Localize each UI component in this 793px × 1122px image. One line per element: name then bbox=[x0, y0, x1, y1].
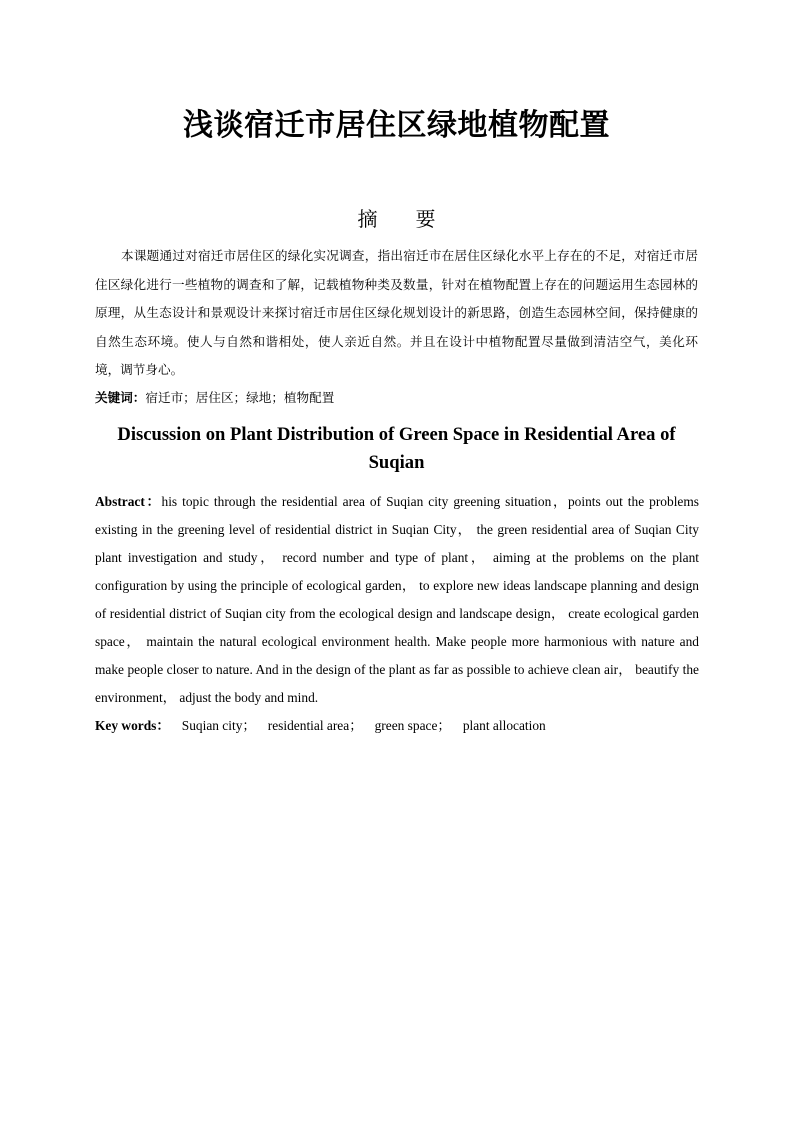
abstract-heading-char-1: 摘 bbox=[357, 207, 378, 231]
chinese-abstract-body: 本课题通过对宿迁市居住区的绿化实况调查，指出宿迁市在居住区绿化水平上存在的不足，对宿迁市居住区绿化进行一些植物的调查和了解，记载植物种类及数量，针对在植物配置上存在的问题运用生态园林的原理，从生态设计和景观设计来探讨宿迁市居住区绿化规划设计的新思路，创造生态园林空间，保持健康的自然生态环境。使人与自然和谐相处，使人亲近自然。并且在设计中植物配置尽量做到清洁空气，美化环境，调节身心。 bbox=[95, 248, 698, 378]
chinese-keywords-text: 宿迁市；居住区；绿地；植物配置 bbox=[145, 390, 335, 405]
english-title: Discussion on Plant Distribution of Green Space in Residential Area of Suqian bbox=[117, 424, 676, 473]
chinese-keywords bbox=[95, 384, 698, 412]
abstract-heading-char-2: 要 bbox=[415, 207, 436, 231]
english-keyword-1: Suqian city； bbox=[181, 718, 256, 733]
chinese-title: 浅谈宿迁市居住区绿地植物配置 bbox=[183, 108, 610, 143]
english-abstract-body: his topic through the residential area of Suqian city greening situation，points out the problems existing in the greening level of residential district in Suqian City， the green residential area of Suqian City plant investigation and study， record number and type of plant， aiming at the problems on the plant configuration by using the principle of ecological garden， to explore new ideas landscape planning and design of residential district of Suqian city from the ecological design and landscape design， create ecological garden space， maintain the natural ecological environment health. Make people more harmonious with nature and make people closer to nature. And in the design of the plant as far as possible to achieve clean air， beautify the environment， adjust the body and mind. bbox=[95, 494, 699, 705]
english-abstract-label: Abstract： bbox=[95, 494, 162, 509]
chinese-keywords-label: 关键词： bbox=[95, 390, 146, 405]
english-keyword-3: green space； bbox=[374, 718, 451, 733]
english-keyword-4: plant allocation bbox=[462, 718, 546, 733]
english-keyword-2: residential area； bbox=[267, 718, 363, 733]
english-abstract bbox=[95, 488, 699, 712]
english-keywords-label: Key words： bbox=[95, 718, 170, 733]
chinese-abstract-heading bbox=[0, 202, 793, 236]
english-keywords bbox=[95, 712, 698, 740]
